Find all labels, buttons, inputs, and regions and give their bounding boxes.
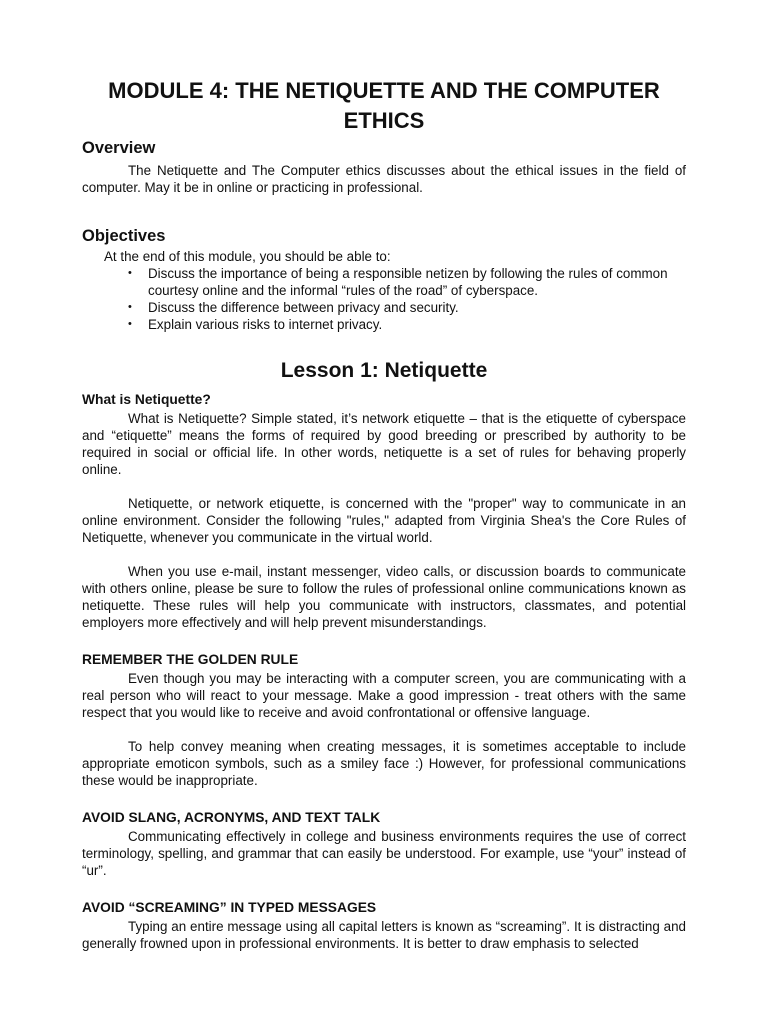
objectives-heading: Objectives (82, 227, 166, 245)
what-paragraph-3: When you use e-mail, instant messenger, video calls, or discussion boards to communicate with others online, please be sure to follow the rules of professional online communications known as netiquette. These rules will help you communicate with instructors, classmates, and potential employers more effectively and will help prevent misunderstandings. (82, 564, 686, 630)
golden-rule-paragraph-2: To help convey meaning when creating messages, it is sometimes acceptable to include appropriate emoticon symbols, such as a smiley face :) However, for professional communications these would be inappropriate. (82, 739, 686, 788)
what-is-netiquette-heading: What is Netiquette? (82, 392, 211, 407)
objective-item (128, 316, 686, 333)
bullet-icon: • (128, 301, 132, 313)
lesson-title: Lesson 1: Netiquette (280, 359, 488, 382)
overview-text: The Netiquette and The Computer ethics discusses about the ethical issues in the field of computer. May it be in online or practicing in professional. (82, 163, 686, 195)
module-title: MODULE 4: THE NETIQUETTE AND THE COMPUTER ETHICS (108, 78, 660, 133)
bullet-icon: • (128, 318, 132, 330)
objective-text: Discuss the importance of being a responsible netizen by following the rules of common courtesy online and the informal “rules of the road” of cyberspace. (148, 266, 668, 298)
golden-rule-heading: REMEMBER THE GOLDEN RULE (82, 652, 299, 667)
overview-heading: Overview (82, 139, 156, 157)
objective-text: Discuss the difference between privacy and security. (148, 300, 459, 315)
what-paragraph-2: Netiquette, or network etiquette, is concerned with the "proper" way to communicate in an online environment. Consider the following "rules," adapted from Virginia Shea's the Core Rules of Netiquette, whenever you communicate in the virtual world. (82, 496, 686, 545)
golden-rule-paragraph-1: Even though you may be interacting with a computer screen, you are communicating with a real person who will react to your message. Make a good impression - treat others with the same respect that you would like to receive and avoid confrontational or offensive language. (82, 671, 686, 720)
objective-text: Explain various risks to internet privacy. (148, 317, 383, 332)
slang-heading: AVOID SLANG, ACRONYMS, AND TEXT TALK (82, 810, 381, 825)
screaming-paragraph: Typing an entire message using all capital letters is known as “screaming”. It is distracting and generally frowned upon in professional environments. It is better to draw emphasis to selected (82, 919, 686, 951)
objective-item (128, 265, 686, 299)
what-paragraph-1: What is Netiquette? Simple stated, it’s network etiquette – that is the etiquette of cyberspace and “etiquette” means the forms of required by good breeding or prescribed by authority to be required in social or official life. In other words, netiquette is a set of rules for behaving properly online. (82, 411, 686, 477)
objectives-list (82, 265, 686, 333)
bullet-icon: • (128, 267, 132, 279)
screaming-heading: AVOID “SCREAMING” IN TYPED MESSAGES (82, 900, 377, 915)
objectives-intro: At the end of this module, you should be able to: (104, 249, 391, 264)
objective-item (128, 299, 686, 316)
slang-paragraph: Communicating effectively in college and business environments requires the use of correct terminology, spelling, and grammar that can easily be understood. For example, use “your” instead of “ur”. (82, 829, 686, 878)
